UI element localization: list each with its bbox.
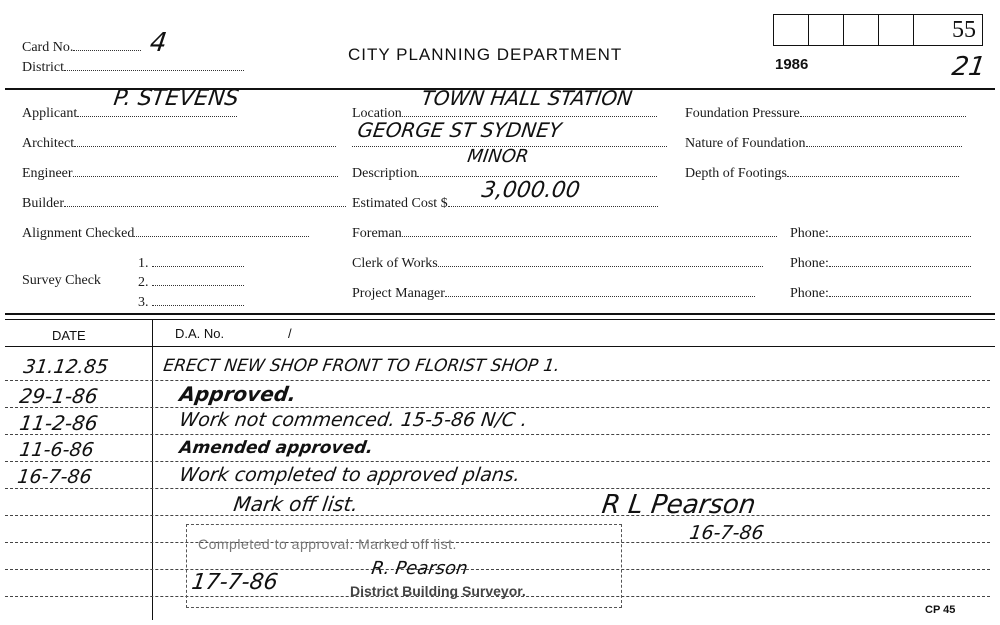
- pm-phone-label: Phone:: [790, 284, 971, 302]
- foundation-pressure-label: Foundation Pressure: [685, 104, 966, 122]
- alignment-label: Alignment Checked: [22, 224, 309, 242]
- log-line: [5, 380, 990, 381]
- handwritten-code: 21: [950, 52, 988, 82]
- da-number-header: D.A. No.: [175, 326, 225, 341]
- mark-off-note: Mark off list.: [232, 492, 360, 516]
- log-line: [5, 515, 990, 516]
- log-entry-text: Work completed to approved plans.: [178, 464, 522, 486]
- log-line: [5, 488, 990, 489]
- inspector-signature: R L Pearson: [600, 490, 758, 520]
- department-title: CITY PLANNING DEPARTMENT: [348, 45, 623, 64]
- project-manager-label: Project Manager: [352, 284, 755, 302]
- survey-check-label: Survey Check: [22, 273, 101, 288]
- log-top-rule-2: [5, 319, 995, 320]
- location-label: Location: [352, 104, 657, 122]
- log-top-rule-1: [5, 313, 995, 315]
- card-number-boxes: [773, 14, 983, 46]
- log-entry-date: 29-1-86: [18, 384, 100, 408]
- signature-date: 16-7-86: [688, 522, 766, 544]
- log-entry-date: 11-6-86: [18, 439, 96, 461]
- log-line: [5, 434, 990, 435]
- clerk-of-works-label: Clerk of Works: [352, 254, 763, 272]
- form-code: CP 45: [925, 604, 956, 616]
- description-label: Description: [352, 164, 657, 182]
- clerk-phone-label: Phone:: [790, 254, 971, 272]
- da-number-slash: /: [288, 326, 292, 341]
- log-entry-date: 16-7-86: [16, 466, 94, 488]
- log-entry-text: Amended approved.: [178, 438, 375, 458]
- stamp-date: 17-7-86: [190, 570, 280, 595]
- log-line: [5, 461, 990, 462]
- date-header: DATE: [52, 328, 86, 343]
- card-no-value: 4: [148, 28, 169, 58]
- architect-label: Architect: [22, 134, 336, 152]
- log-line: [5, 407, 990, 408]
- foreman-label: Foreman: [352, 224, 777, 242]
- description-value: MINOR: [466, 146, 530, 167]
- survey-item-3: 3.: [138, 293, 244, 311]
- location-line-2: GEORGE ST SYDNEY: [356, 118, 564, 142]
- foreman-phone-label: Phone:: [790, 224, 971, 242]
- year-label: 1986: [775, 56, 809, 73]
- stamp-title: District Building Surveyor.: [350, 583, 526, 599]
- nature-of-foundation-label: Nature of Foundation: [685, 134, 962, 152]
- stamp-signature: R. Pearson: [370, 558, 470, 579]
- log-entry-date: 11-2-86: [18, 411, 100, 435]
- log-entry-date: 31.12.85: [22, 356, 110, 378]
- survey-item-2: 2.: [138, 273, 244, 291]
- applicant-label: Applicant: [22, 104, 237, 122]
- builder-label: Builder: [22, 194, 346, 212]
- stamp-text: Completed to approval. Marked off list.: [198, 536, 457, 552]
- log-entry-text: Work not commenced. 15-5-86 N/C .: [178, 409, 529, 431]
- log-header-rule: [5, 346, 995, 347]
- district-label: District: [22, 58, 244, 76]
- survey-item-1: 1.: [138, 254, 244, 272]
- card-no-label: Card No.: [22, 38, 141, 56]
- depth-of-footings-label: Depth of Footings: [685, 164, 959, 182]
- estimated-cost-label: Estimated Cost $: [352, 194, 658, 212]
- location-line-1: TOWN HALL STATION: [420, 86, 634, 110]
- applicant-value: P. STEVENS: [112, 86, 241, 111]
- log-entry-text: ERECT NEW SHOP FRONT TO FLORIST SHOP 1.: [162, 356, 562, 376]
- log-entry-text: Approved.: [178, 382, 298, 406]
- card-number: 55: [952, 17, 976, 43]
- estimated-cost-value: 3,000.00: [480, 178, 582, 203]
- date-column-divider: [152, 320, 153, 620]
- engineer-label: Engineer: [22, 164, 338, 182]
